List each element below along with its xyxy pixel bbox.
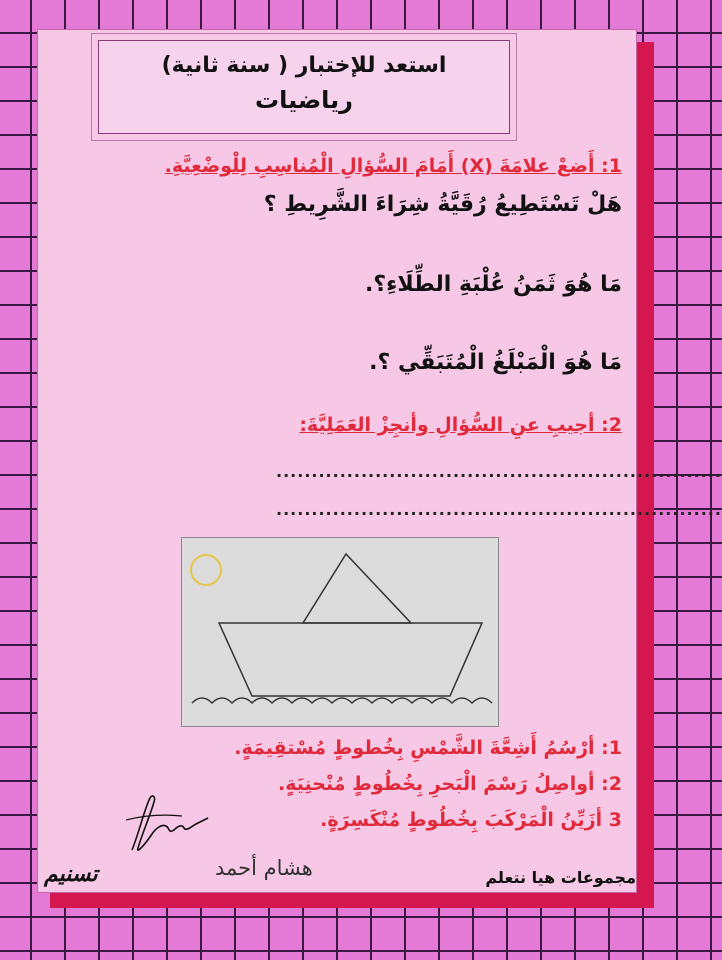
sail-triangle xyxy=(303,554,411,623)
brand-name: تسنيم xyxy=(44,862,98,887)
question-2: مَا هُوَ ثَمَنُ عُلْبَةِ الطِّلَاءِ؟. xyxy=(364,272,622,297)
group-label: مجموعات هيا نتعلم xyxy=(485,868,636,887)
subject-title: رياضيات xyxy=(255,86,353,114)
sun-circle xyxy=(191,555,221,585)
answer-line-2[interactable]: ............................................................... xyxy=(276,500,722,519)
section1-heading: 1: أَضعْ علامَةَ (X) أَمَامَ السُّؤالِ الْمُناسِبِ لِلْوضْعِيَّةِ. xyxy=(164,155,622,177)
question-3: مَا هُوَ الْمَبْلَغُ الْمُتَبَقِّي ؟. xyxy=(369,350,622,375)
section2-heading: 2: أجيبِ عنِ السُّؤالِ وأنجِزْ العَمَلِيَّةَ: xyxy=(299,414,622,436)
author-name: هشام أحمد xyxy=(215,856,313,880)
signature xyxy=(122,790,212,860)
question-1: هَلْ تَسْتَطِيعُ رُقَيَّةُ شِرَاءَ الشَّرِيطِ ؟ xyxy=(263,192,622,217)
boat-drawing[interactable] xyxy=(181,537,499,727)
answer-line-1[interactable]: ............................................................... xyxy=(276,462,722,481)
task-3: 3 أزَيِّنُ الْمَرْكَبَ بِخُطُوطٍ مُنْكَسِرَةٍ. xyxy=(320,809,622,831)
task-2: 2: أواصِلُ رَسْمَ الْبَحرِ بِخُطُوطٍ مُنْحنِيَةٍ. xyxy=(278,773,622,795)
boat-drawing-svg xyxy=(182,538,498,726)
boat-hull xyxy=(219,623,482,696)
sea-wave-line xyxy=(192,698,492,703)
title-box xyxy=(98,40,510,134)
task-1: 1: أرْسُمُ أَشِعَّةَ الشَّمْسِ بِخُطوطٍ مُسْتقِيمَةٍ. xyxy=(234,737,622,759)
page-title: استعد للإختبار ( سنة ثانية) xyxy=(161,53,447,78)
